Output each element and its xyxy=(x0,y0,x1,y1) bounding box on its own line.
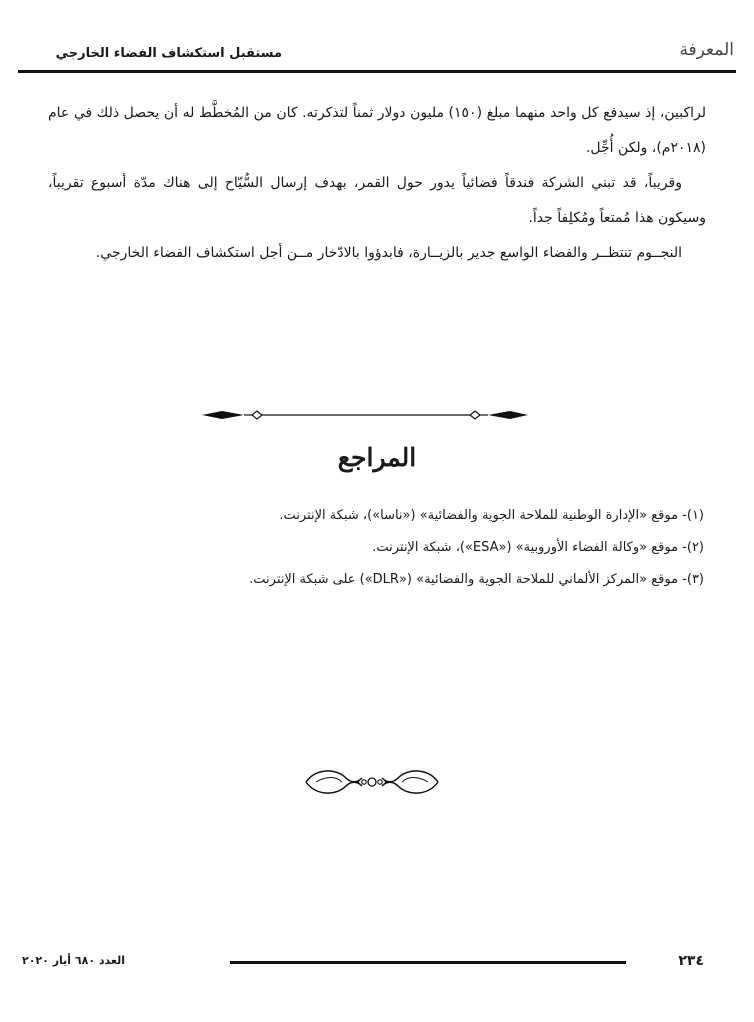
page-number: ٢٣٤ xyxy=(678,953,704,969)
paragraph: وقريباً، قد تبني الشركة فندقاً فضائياً يدور حول القمر، بهدف إرسال السُّيّاح إلى هناك مدّة أسبوع تقريباً، وسيكون هذا مُمتعاً ومُكلِفاً جداً. xyxy=(48,175,706,226)
reference-item: (٢)- موقع «وكالة الفضاء الأوروبية» («ESA»)، شبكة الإنترنت. xyxy=(372,540,704,555)
scroll-ornament-icon xyxy=(302,764,442,800)
footer-rule xyxy=(230,961,626,964)
header-title: مستقبل استكشاف الفضاء الخارجي xyxy=(55,46,282,61)
reference-item: (١)- موقع «الإدارة الوطنية للملاحة الجوية والفضائية» («ناسا»)، شبكة الإنترنت. xyxy=(279,508,704,523)
issue-info: العدد ٦٨٠ أيار ٢٠٢٠ xyxy=(22,954,125,967)
magazine-logo: المعرفة xyxy=(679,40,734,60)
reference-item: (٣)- موقع «المركز الألماني للملاحة الجوية والفضائية» («DLR») على شبكة الإنترنت. xyxy=(249,572,704,587)
references-title: المراجع xyxy=(337,443,417,472)
references-list xyxy=(48,500,704,596)
diamond-line-divider-icon xyxy=(200,405,530,425)
paragraph: النجــوم تنتظــر والفضاء الواسع جدير بالزيــارة، فابدؤوا بالادّخار مــن أجل استكشاف الفضاء الخارجي. xyxy=(95,245,682,261)
paragraph: لراكبين، إذ سيدفع كل واحد منهما مبلغ (١٥٠) مليون دولار ثمناً لتذكرته. كان من المُخطَّط له أن يحصل ذلك في عام (٢٠١٨م)، ولكن أُجِّل. xyxy=(48,105,706,156)
header-rule xyxy=(18,70,736,73)
article-body xyxy=(48,96,706,271)
running-header xyxy=(20,38,734,68)
